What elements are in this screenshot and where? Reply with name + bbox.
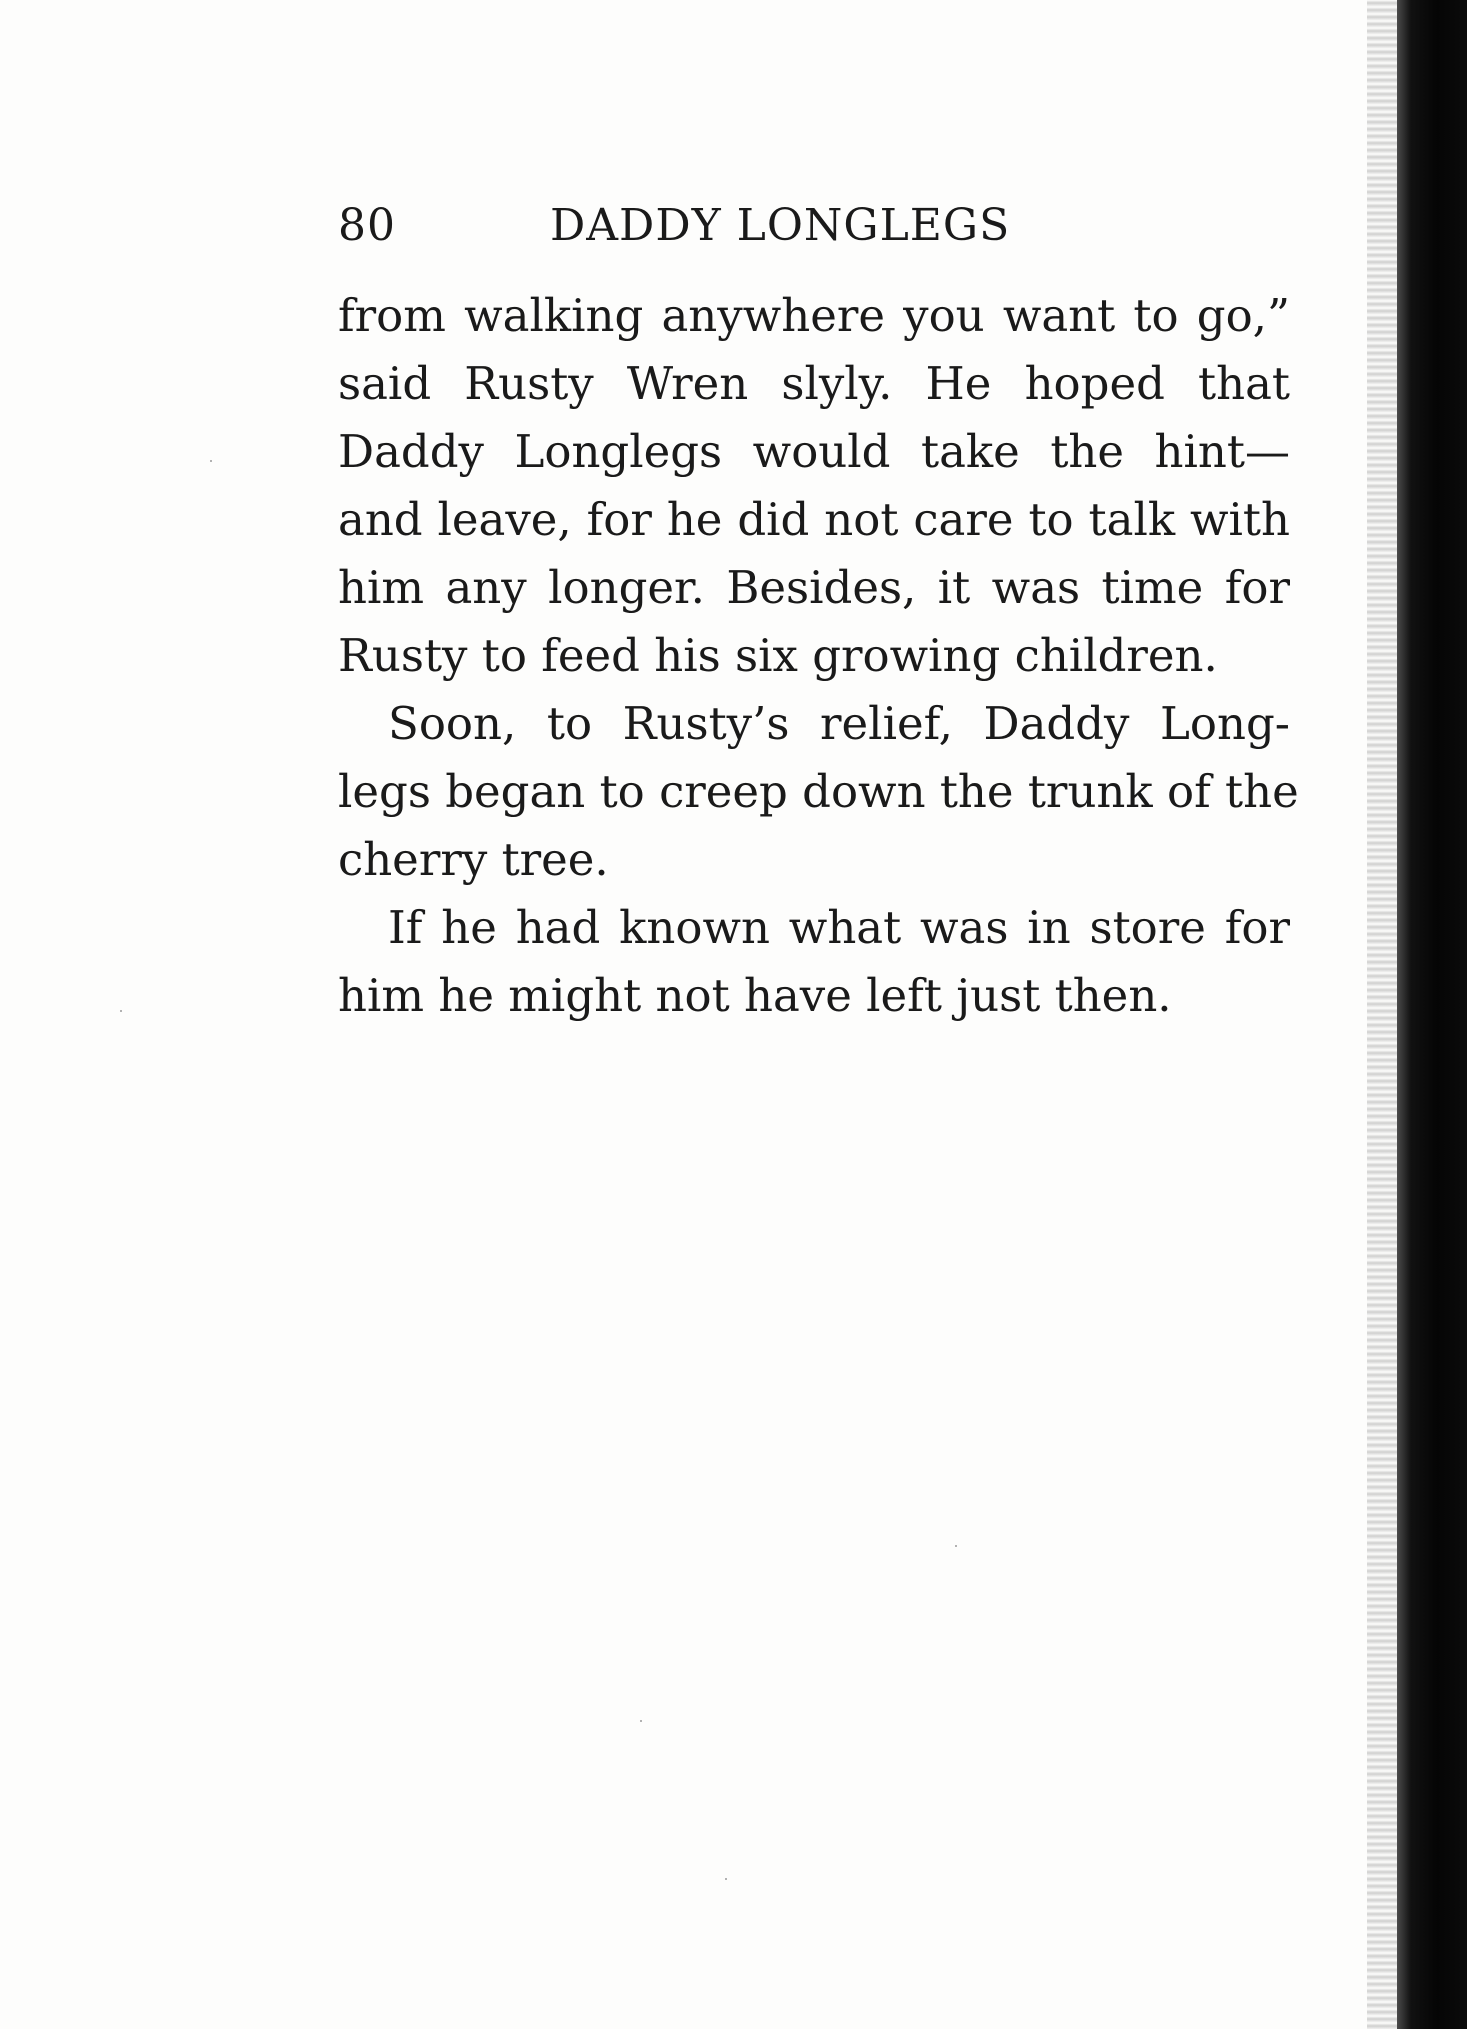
text-line: Rusty to feed his six growing children.	[338, 629, 1218, 682]
paragraph	[338, 690, 1299, 894]
paragraph	[338, 282, 1290, 690]
text-line: Soon, to Rusty’s relief, Daddy Long-	[388, 697, 1290, 750]
text-line: him any longer. Besides, it was time for	[338, 561, 1290, 614]
page-body	[338, 282, 1299, 1030]
book-spine-shadow	[1397, 0, 1467, 2029]
page-number: 80	[338, 200, 396, 251]
text-line: from walking anywhere you want to go,”	[338, 289, 1290, 342]
paragraph	[338, 894, 1290, 1030]
paper-speck	[725, 1878, 727, 1880]
text-line: and leave, for he did not care to talk with	[338, 493, 1290, 546]
text-line: Daddy Longlegs would take the hint—	[338, 425, 1290, 478]
paper-speck	[120, 1010, 122, 1012]
page-header	[338, 196, 1098, 256]
text-line: him he might not have left just then.	[338, 969, 1172, 1022]
text-line: cherry tree.	[338, 833, 609, 886]
paper-speck	[955, 1545, 957, 1547]
text-line: legs began to creep down the trunk of the	[338, 765, 1299, 818]
text-line: If he had known what was in store for	[388, 901, 1290, 954]
running-title: DADDY LONGLEGS	[550, 200, 1011, 251]
paper-speck	[210, 460, 212, 462]
text-line: said Rusty Wren slyly. He hoped that	[338, 357, 1290, 410]
paper-speck	[640, 1720, 642, 1722]
